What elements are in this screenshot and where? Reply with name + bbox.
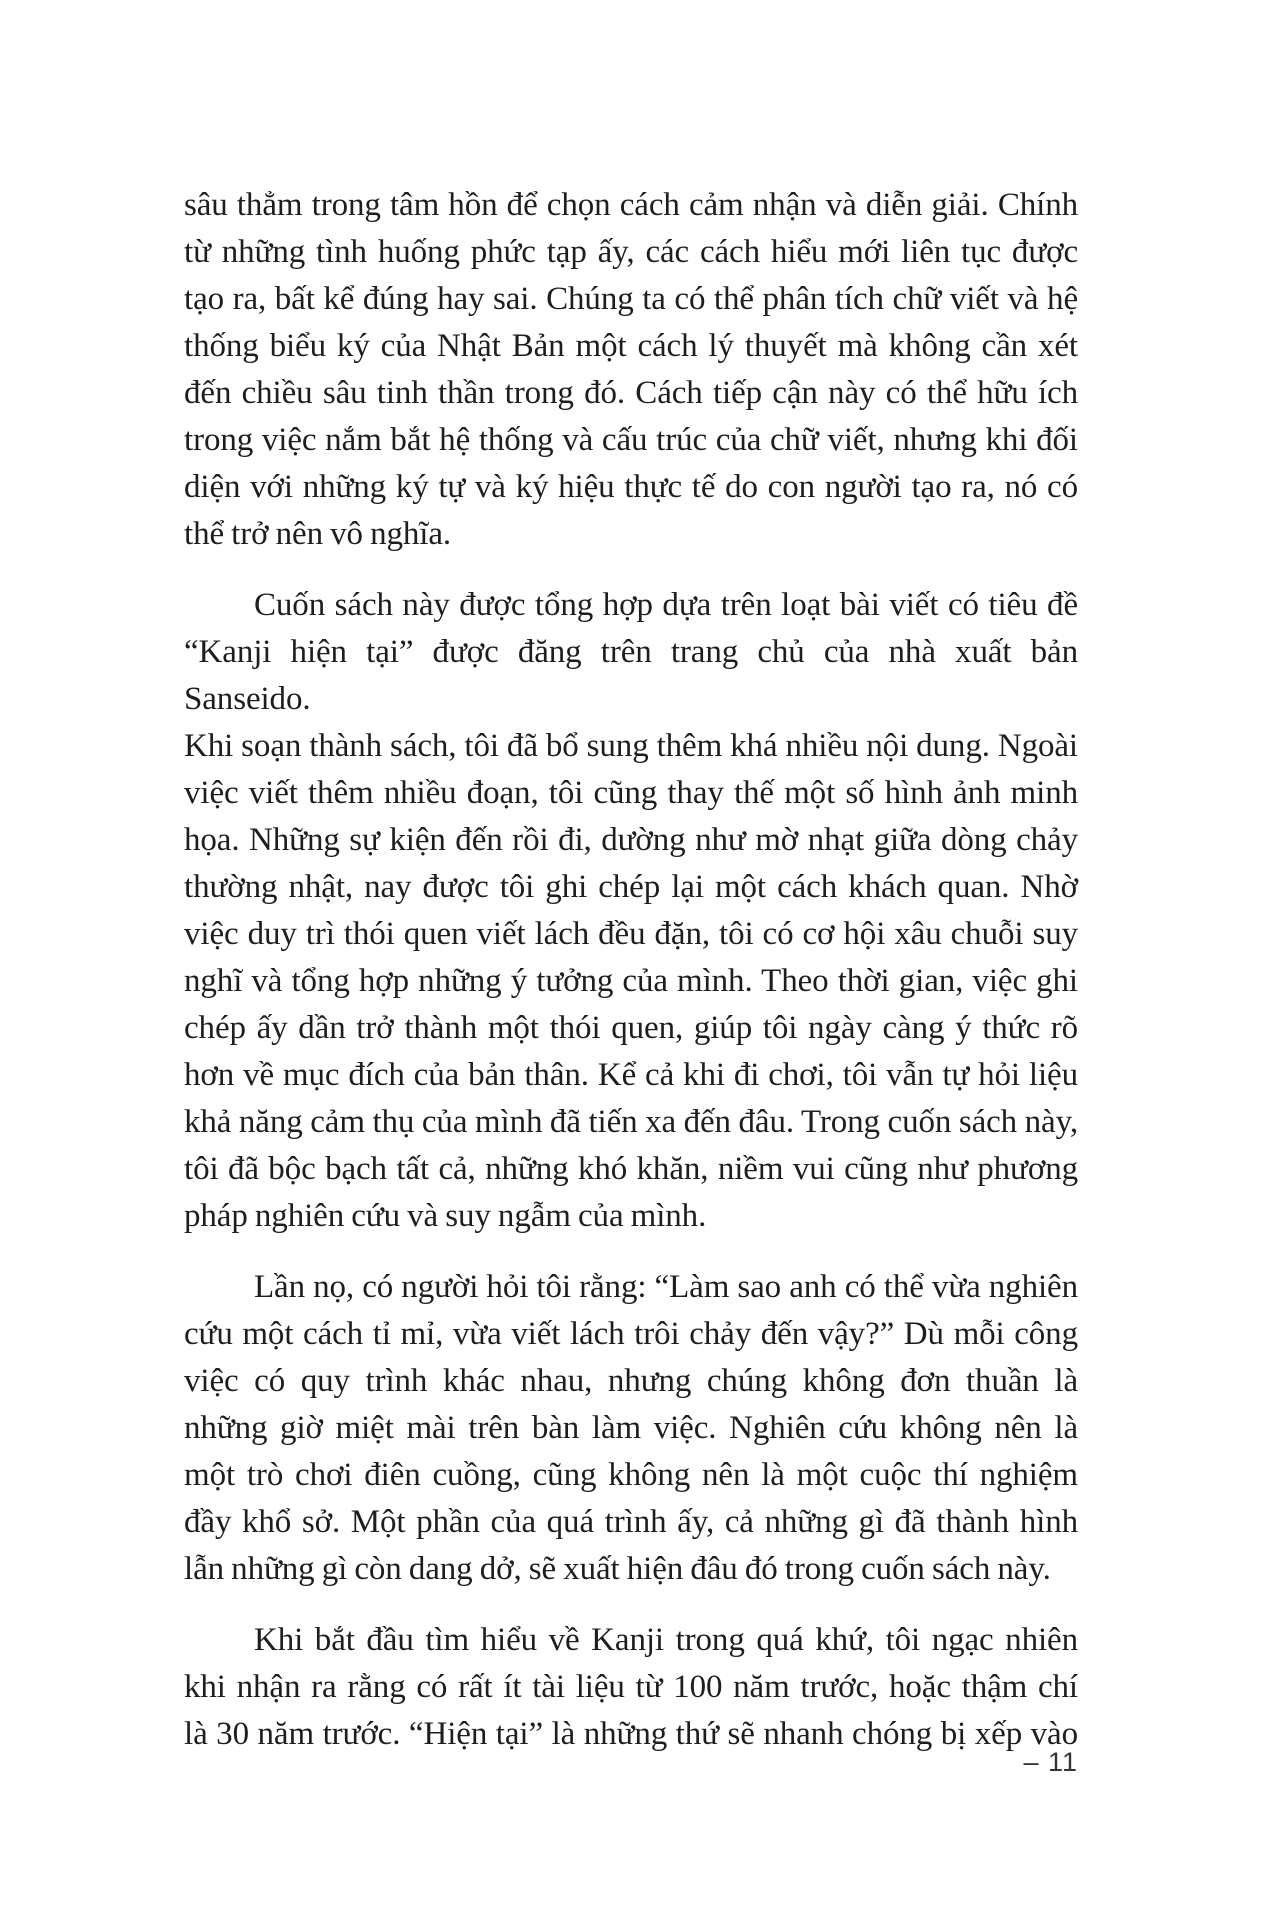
text-line: Lần nọ, có người hỏi tôi rằng: “Làm sao anh có thể vừa nghiên [254,1269,1078,1305]
text-line: Khi soạn thành sách, tôi đã bổ sung thêm khá nhiều nội dung. Ngoài [184,728,1078,764]
text-line: là 30 năm trước. “Hiện tại” là những thứ sẽ nhanh chóng bị xếp vào [184,1716,1078,1752]
text-line: “Kanji hiện tại” được đăng trên trang chủ của nhà xuất bản Sanseido. [184,634,1078,717]
text-line: việc viết thêm nhiều đoạn, tôi cũng thay thế một số hình ảnh minh [184,775,1078,811]
text-line: khả năng cảm thụ của mình đã tiến xa đến đâu. Trong cuốn sách này, [184,1104,1078,1140]
text-line: diện với những ký tự và ký hiệu thực tế do con người tạo ra, nó có [184,469,1078,505]
text-line: tạo ra, bất kể đúng hay sai. Chúng ta có thể phân tích chữ viết và hệ [184,281,1078,317]
paragraph-4 [184,1617,1078,1758]
text-line: từ những tình huống phức tạp ấy, các cách hiểu mới liên tục được [184,234,1078,270]
text-line: cứu một cách tỉ mỉ, vừa viết lách trôi chảy đến vậy?” Dù mỗi công [184,1316,1078,1352]
text-line: thể trở nên vô nghĩa. [184,516,452,552]
text-line: thống biểu ký của Nhật Bản một cách lý thuyết mà không cần xét [184,328,1078,364]
text-line: thường nhật, nay được tôi ghi chép lại một cách khách quan. Nhờ [184,869,1078,905]
text-line: việc duy trì thói quen viết lách đều đặn, tôi có cơ hội xâu chuỗi suy [184,916,1078,952]
text-line: trong việc nắm bắt hệ thống và cấu trúc của chữ viết, nhưng khi đối [184,422,1078,458]
page-number: – 11 [1023,1747,1078,1777]
text-line: Cuốn sách này được tổng hợp dựa trên loạt bài viết có tiêu đề [254,587,1078,623]
text-line: khi nhận ra rằng có rất ít tài liệu từ 100 năm trước, hoặc thậm chí [184,1669,1078,1705]
text-line: một trò chơi điên cuồng, cũng không nên là một cuộc thí nghiệm [184,1457,1078,1493]
text-line: việc có quy trình khác nhau, nhưng chúng không đơn thuần là [184,1363,1078,1399]
paragraph-1 [184,182,1078,558]
text-line: đầy khổ sở. Một phần của quá trình ấy, cả những gì đã thành hình [184,1504,1078,1540]
text-line: lẫn những gì còn dang dở, sẽ xuất hiện đâu đó trong cuốn sách này. [184,1551,1051,1587]
paragraph-3 [184,1264,1078,1593]
text-line: những giờ miệt mài trên bàn làm việc. Nghiên cứu không nên là [184,1410,1078,1446]
text-line: pháp nghiên cứu và suy ngẫm của mình. [184,1198,707,1234]
page-text [184,182,1078,1758]
text-line: họa. Những sự kiện đến rồi đi, dường như mờ nhạt giữa dòng chảy [184,822,1078,858]
text-line: nghĩ và tổng hợp những ý tưởng của mình. Theo thời gian, việc ghi [184,963,1078,999]
text-line: sâu thẳm trong tâm hồn để chọn cách cảm nhận và diễn giải. Chính [184,187,1078,223]
paragraph-2 [184,582,1078,1240]
text-line: Khi bắt đầu tìm hiểu về Kanji trong quá khứ, tôi ngạc nhiên [254,1622,1078,1658]
text-line: hơn về mục đích của bản thân. Kể cả khi đi chơi, tôi vẫn tự hỏi liệu [184,1057,1078,1093]
text-line: tôi đã bộc bạch tất cả, những khó khăn, niềm vui cũng như phương [184,1151,1078,1187]
text-line: đến chiều sâu tinh thần trong đó. Cách tiếp cận này có thể hữu ích [184,375,1078,411]
text-line: chép ấy dần trở thành một thói quen, giúp tôi ngày càng ý thức rõ [184,1010,1078,1046]
